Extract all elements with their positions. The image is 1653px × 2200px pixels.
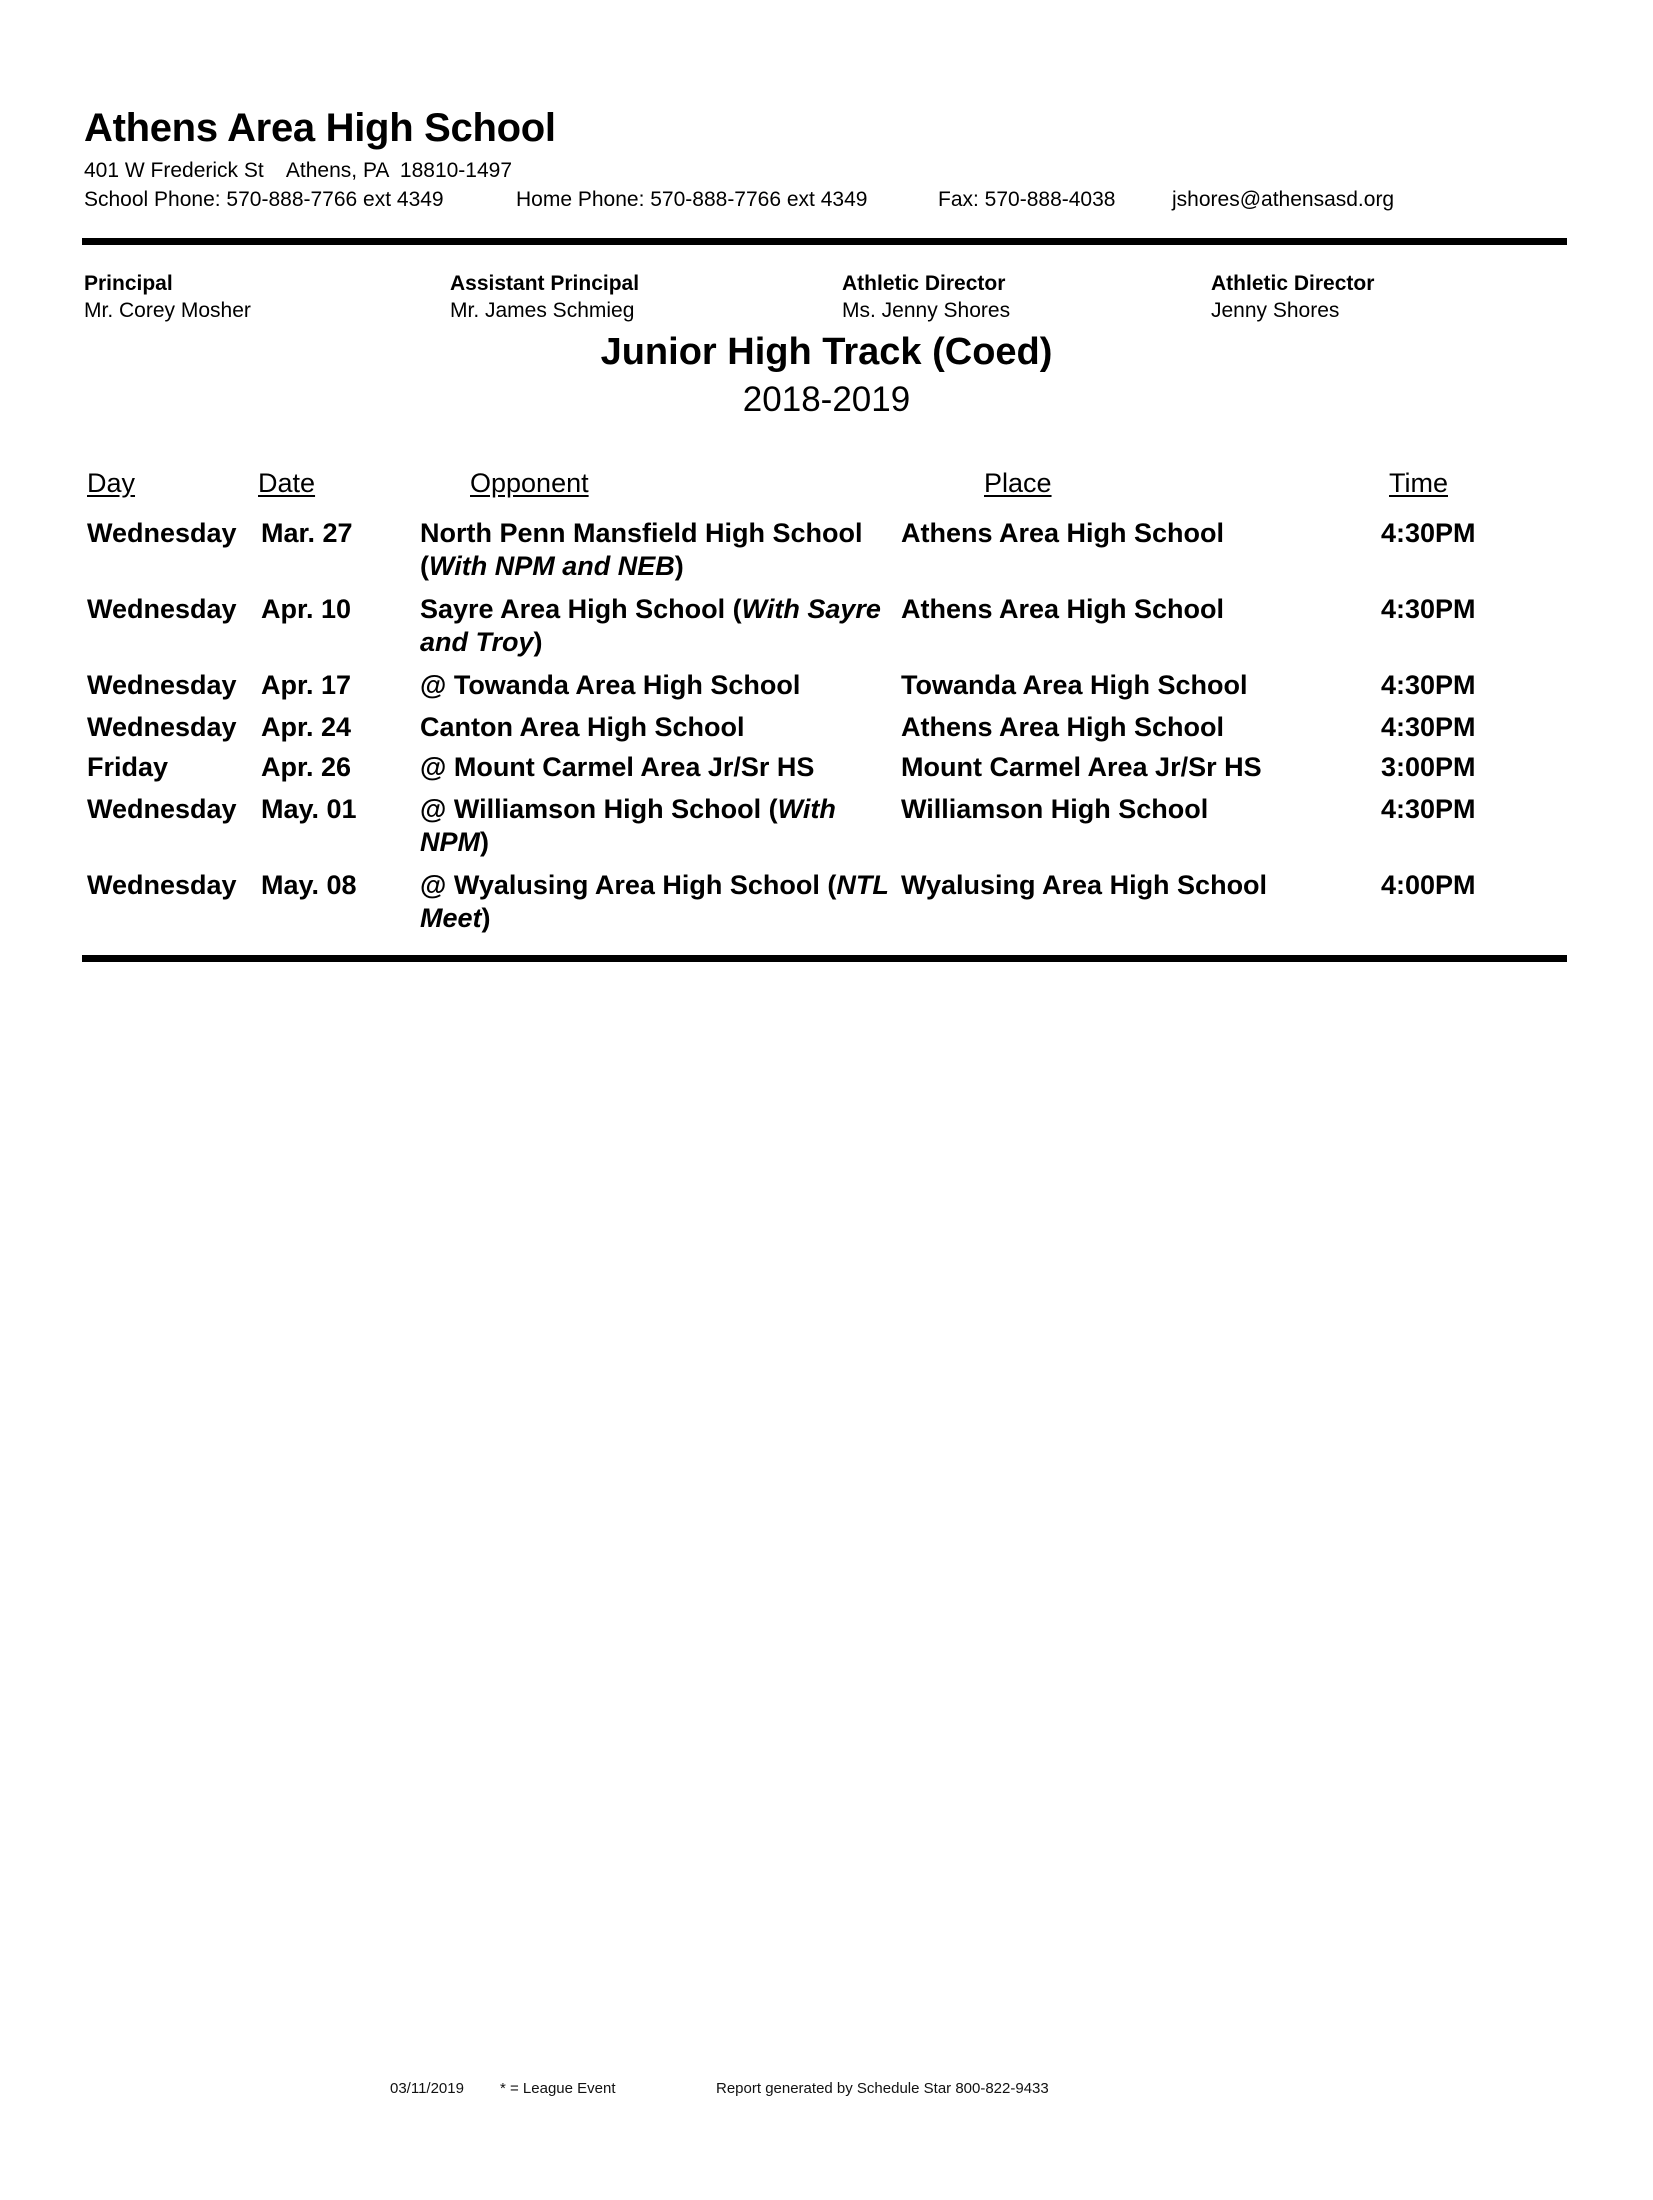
schedule-season: 2018-2019 [742, 380, 911, 419]
cell-time: 4:30PM [1381, 518, 1476, 548]
cell-time: 4:00PM [1381, 870, 1476, 900]
cell-time: 3:00PM [1381, 752, 1476, 782]
cell-opponent [420, 711, 890, 744]
opponent-note: With Sayre and Troy [420, 594, 881, 657]
staff-name-athletic-director-2: Jenny Shores [1211, 299, 1340, 322]
table-bottom-divider [82, 955, 1567, 962]
cell-date: Apr. 26 [261, 752, 352, 782]
cell-opponent [420, 669, 890, 702]
cell-day: Wednesday [87, 594, 237, 624]
cell-place: Athens Area High School [901, 594, 1225, 624]
cell-place: Towanda Area High School [901, 670, 1248, 700]
cell-day: Friday [87, 752, 169, 782]
home-phone: Home Phone: 570-888-7766 ext 4349 [516, 188, 868, 211]
cell-place: Athens Area High School [901, 518, 1225, 548]
header-divider [82, 238, 1567, 245]
staff-role-athletic-director: Athletic Director [842, 272, 1006, 295]
opponent-note: With NPM and NEB [429, 551, 675, 581]
opponent-note: With NPM [420, 794, 836, 857]
staff-role-assistant-principal: Assistant Principal [450, 272, 640, 295]
staff-role-principal: Principal [84, 272, 173, 295]
cell-time: 4:30PM [1381, 712, 1476, 742]
cell-opponent: Sayre Area High School (With Sayre and Troy) [420, 594, 881, 657]
staff-name-assistant-principal: Mr. James Schmieg [450, 299, 635, 322]
cell-date: May. 01 [261, 794, 357, 824]
cell-day: Wednesday [87, 794, 237, 824]
fax-number: Fax: 570-888-4038 [938, 188, 1116, 211]
staff-role-athletic-director-2: Athletic Director [1211, 272, 1375, 295]
school-name: Athens Area High School [84, 106, 556, 150]
footer-generated: Report generated by Schedule Star 800-822-9433 [716, 2080, 1049, 2097]
cell-day: Wednesday [87, 670, 237, 700]
cell-place: Athens Area High School [901, 712, 1225, 742]
staff-name-athletic-director: Ms. Jenny Shores [842, 299, 1011, 322]
cell-date: Apr. 10 [261, 594, 352, 624]
opponent-name: Sayre Area High School [420, 594, 726, 624]
footer-legend: * = League Event [500, 2080, 616, 2097]
cell-day: Wednesday [87, 712, 237, 742]
footer-date: 03/11/2019 [390, 2080, 464, 2097]
cell-time: 4:30PM [1381, 794, 1476, 824]
cell-opponent: @ Williamson High School (With NPM) [420, 794, 836, 857]
column-header-date: Date [258, 468, 316, 498]
cell-time: 4:30PM [1381, 670, 1476, 700]
cell-time: 4:30PM [1381, 594, 1476, 624]
opponent-name: @ Williamson High School [420, 794, 762, 824]
cell-opponent: North Penn Mansfield High School (With NPM and NEB) [420, 518, 863, 581]
cell-date: Mar. 27 [261, 518, 353, 548]
email-link[interactable]: jshores@athensasd.org [1172, 188, 1395, 211]
cell-date: May. 08 [261, 870, 357, 900]
school-address: 401 W Frederick St Athens, PA 18810-1497 [84, 159, 513, 182]
cell-date: Apr. 24 [261, 712, 352, 742]
column-header-place: Place [984, 468, 1052, 498]
cell-date: Apr. 17 [261, 670, 352, 700]
cell-day: Wednesday [87, 870, 237, 900]
cell-day: Wednesday [87, 518, 237, 548]
opponent-name: @ Mount Carmel Area Jr/Sr HS [420, 752, 815, 782]
cell-place: Mount Carmel Area Jr/Sr HS [901, 752, 1262, 782]
cell-opponent [420, 751, 890, 784]
opponent-name: @ Towanda Area High School [420, 670, 801, 700]
cell-place: Williamson High School [901, 794, 1209, 824]
column-header-day: Day [87, 468, 136, 498]
schedule-title: Junior High Track (Coed) [600, 331, 1053, 373]
school-phone: School Phone: 570-888-7766 ext 4349 [84, 188, 444, 211]
column-header-time: Time [1389, 468, 1448, 498]
cell-opponent: @ Wyalusing Area High School (NTL Meet) [420, 870, 889, 933]
opponent-name: North Penn Mansfield High School [420, 518, 863, 548]
column-header-opponent: Opponent [470, 468, 589, 498]
opponent-note: NTL Meet [420, 870, 889, 933]
cell-place: Wyalusing Area High School [901, 870, 1268, 900]
opponent-name: @ Wyalusing Area High School [420, 870, 820, 900]
staff-name-principal: Mr. Corey Mosher [84, 299, 251, 322]
opponent-name: Canton Area High School [420, 712, 745, 742]
